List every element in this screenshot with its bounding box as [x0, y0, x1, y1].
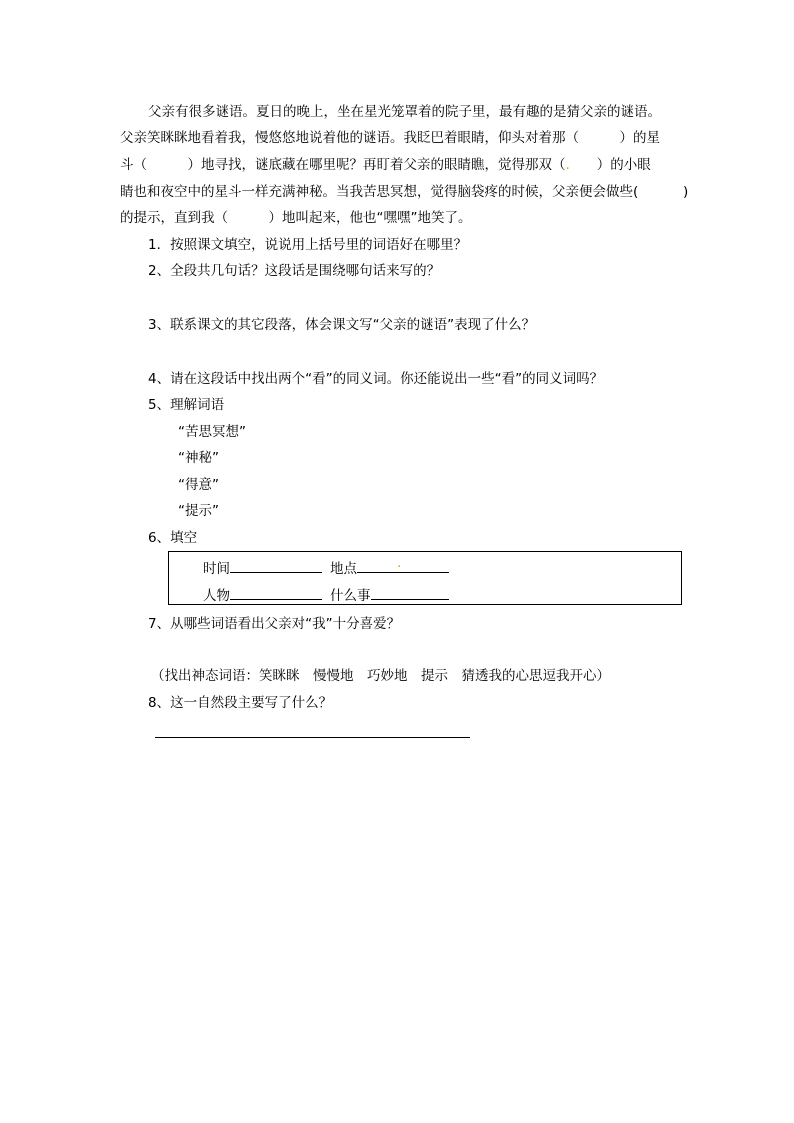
term-kusi-mingxiang: “苦思冥想”: [178, 424, 246, 440]
passage-line-4: 睛也和夜空中的星斗一样充满神秘。当我苦思冥想，觉得脑袋疼的时候，父亲便会做些( ): [120, 184, 689, 200]
answer-line[interactable]: [155, 737, 470, 738]
passage-line-3: [120, 155, 651, 175]
place-field[interactable]: [330, 557, 449, 579]
place-dot-mark: .: [397, 555, 402, 571]
term-tishi: “提示”: [178, 503, 219, 519]
fill-in-box: [168, 551, 682, 605]
time-label: 时间: [203, 561, 230, 577]
time-blank[interactable]: [230, 557, 322, 573]
question-6: 6、填空: [148, 530, 198, 546]
event-label: 什么事: [330, 588, 371, 604]
question-2: 2、全段共几句话？这段话是围绕哪句话来写的？: [148, 263, 441, 279]
event-blank[interactable]: [371, 584, 449, 600]
passage-line-5: 的提示，直到我（ ）地叫起来，他也“嘿嘿”地笑了。: [120, 210, 472, 226]
question-5: 5、理解词语: [148, 397, 225, 413]
place-blank[interactable]: [357, 557, 449, 573]
passage-line-3-start: 斗（ ）地寻找，谜底藏在哪里呢？再盯着父亲的眼睛瞧，觉得那双（: [120, 157, 566, 173]
question-7: 7、从哪些词语看出父亲对“我”十分喜爱？: [148, 616, 401, 632]
question-4: 4、请在这段话中找出两个“看”的同义词。你还能说出一些“看”的同义词吗？: [148, 371, 604, 387]
event-field[interactable]: [330, 584, 449, 606]
orange-dot-mark: .: [565, 157, 570, 173]
person-field[interactable]: [203, 584, 322, 606]
passage-line-1: 父亲有很多谜语。夏日的晚上，坐在星光笼罩着的院子里，最有趣的是猜父亲的谜语。: [148, 104, 661, 120]
term-deyi: “得意”: [178, 477, 219, 493]
person-label: 人物: [203, 588, 230, 604]
question-8: 8、这一自然段主要写了什么？: [148, 695, 333, 711]
passage-line-2: 父亲笑眯眯地看着我，慢悠悠地说着他的谜语。我眨巴着眼睛，仰头对着那（ ）的星: [120, 130, 660, 146]
question-1: 1．按照课文填空，说说用上括号里的词语好在哪里？: [148, 237, 468, 253]
person-blank[interactable]: [230, 584, 322, 600]
question-3: 3、联系课文的其它段落，体会课文写“父亲的谜语”表现了什么？: [148, 317, 536, 333]
time-field[interactable]: [203, 557, 322, 579]
place-label: 地点: [330, 561, 357, 577]
passage-line-3-end: ）的小眼: [569, 157, 651, 173]
question-7-hint: （找出神态词语：笑眯眯 慢慢地 巧妙地 提示 猜透我的心思逗我开心）: [151, 668, 610, 684]
term-shenmi: “神秘”: [178, 450, 219, 466]
